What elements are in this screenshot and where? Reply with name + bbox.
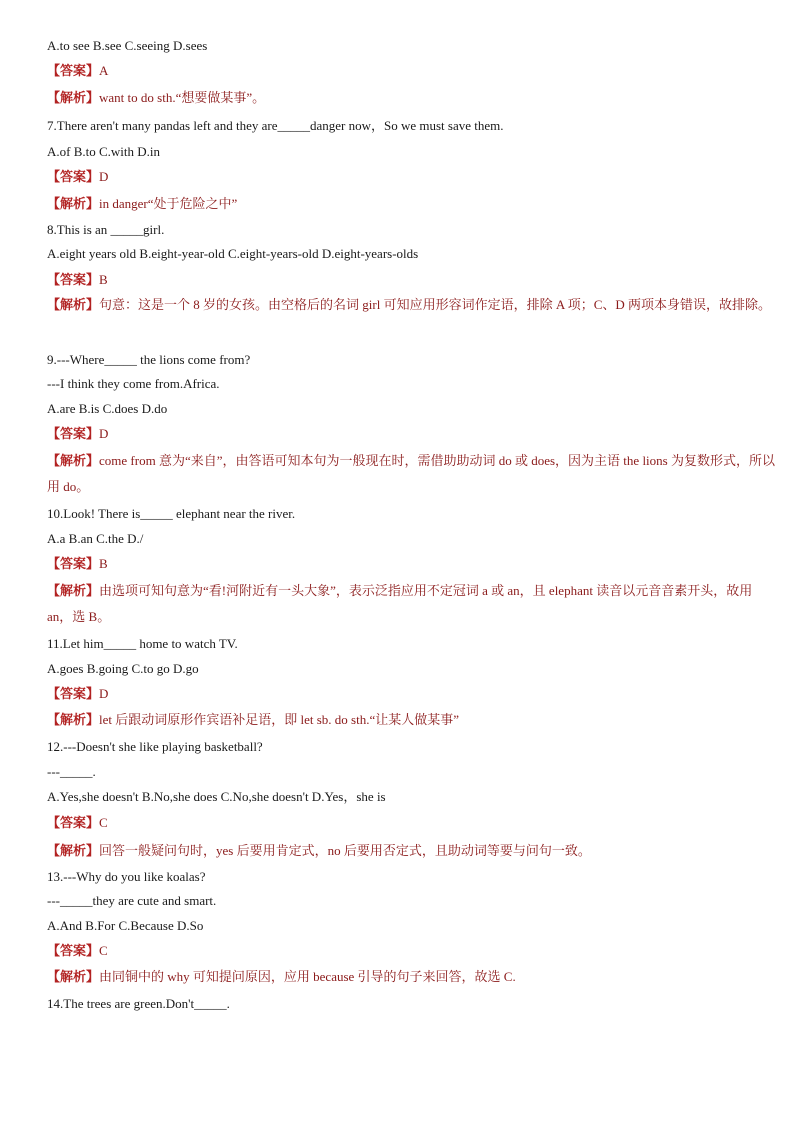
question-line: 8.This is an _____girl. bbox=[47, 222, 165, 237]
options-line: A.a B.an C.the D./ bbox=[47, 531, 144, 546]
answer-line: 【答案】D bbox=[47, 686, 109, 701]
options-line: A.eight years old B.eight-year-old C.eight-years-old D.eight-years-olds bbox=[47, 246, 419, 261]
options-line: A.goes B.going C.to go D.go bbox=[47, 661, 199, 676]
answer-line: 【答案】C bbox=[47, 815, 108, 830]
question-line: ---_____. bbox=[47, 764, 96, 779]
options-line: A.And B.For C.Because D.So bbox=[47, 918, 204, 933]
question-line: 13.---Why do you like koalas? bbox=[47, 869, 206, 884]
options-line: A.are B.is C.does D.do bbox=[47, 401, 168, 416]
question-line: 14.The trees are green.Don't_____. bbox=[47, 996, 230, 1011]
question-line: 7.There aren't many pandas left and they are_____danger now，So we must save them. bbox=[47, 118, 504, 133]
answer-line: 【答案】B bbox=[47, 272, 108, 287]
options-line: A.of B.to C.with D.in bbox=[47, 144, 161, 159]
answer-line: 【答案】B bbox=[47, 556, 108, 571]
explanation-line: 【解析】let 后跟动词原形作宾语补足语，即 let sb. do sth.“让某人做某事” bbox=[47, 712, 460, 727]
explanation-line: 【解析】由同铜中的 why 可知提问原因，应用 because 引导的句子来回答，故选 C. bbox=[47, 969, 516, 984]
answer-line: 【答案】C bbox=[47, 943, 108, 958]
answer-line: 【答案】A bbox=[47, 63, 109, 78]
question-line: ---_____they are cute and smart. bbox=[47, 893, 217, 908]
question-line: 9.---Where_____ the lions come from? bbox=[47, 352, 251, 367]
question-line: 11.Let him_____ home to watch TV. bbox=[47, 636, 238, 651]
explanation-line: 【解析】回答一般疑问句时，yes 后要用肯定式，no 后要用否定式，且助动词等要与问句一致。 bbox=[47, 843, 591, 858]
explanation-line: 【解析】in danger“处于危险之中” bbox=[47, 196, 238, 211]
explanation-paragraph: 【解析】句意：这是一个 8 岁的女孩。由空格后的名词 girl 可知应用形容词作定语，排除 A 项；C、D 两项本身错误，故排除。 bbox=[47, 297, 772, 312]
options-line: A.to see B.see C.seeing D.sees bbox=[47, 38, 208, 53]
explanation-line: 【解析】want to do sth.“想要做某事”。 bbox=[47, 90, 266, 105]
answer-line: 【答案】D bbox=[47, 426, 109, 441]
explanation-paragraph: 【解析】由选项可知句意为“看!河附近有一头大象”，表示泛指应用不定冠词 a 或 an，且 elephant 读音以元音音素开头，故用 an，选 B。 bbox=[47, 583, 753, 624]
options-line: A.Yes,she doesn't B.No,she does C.No,she doesn't D.Yes，she is bbox=[47, 789, 386, 804]
explanation-paragraph: 【解析】come from 意为“来自”，由答语可知本句为一般现在时，需借助助动词 do 或 does，因为主语 the lions 为复数形式，所以用 do。 bbox=[47, 453, 775, 494]
question-line: 12.---Doesn't she like playing basketball? bbox=[47, 739, 263, 754]
question-line: ---I think they come from.Africa. bbox=[47, 376, 220, 391]
question-line: 10.Look! There is_____ elephant near the river. bbox=[47, 506, 296, 521]
answer-line: 【答案】D bbox=[47, 169, 109, 184]
